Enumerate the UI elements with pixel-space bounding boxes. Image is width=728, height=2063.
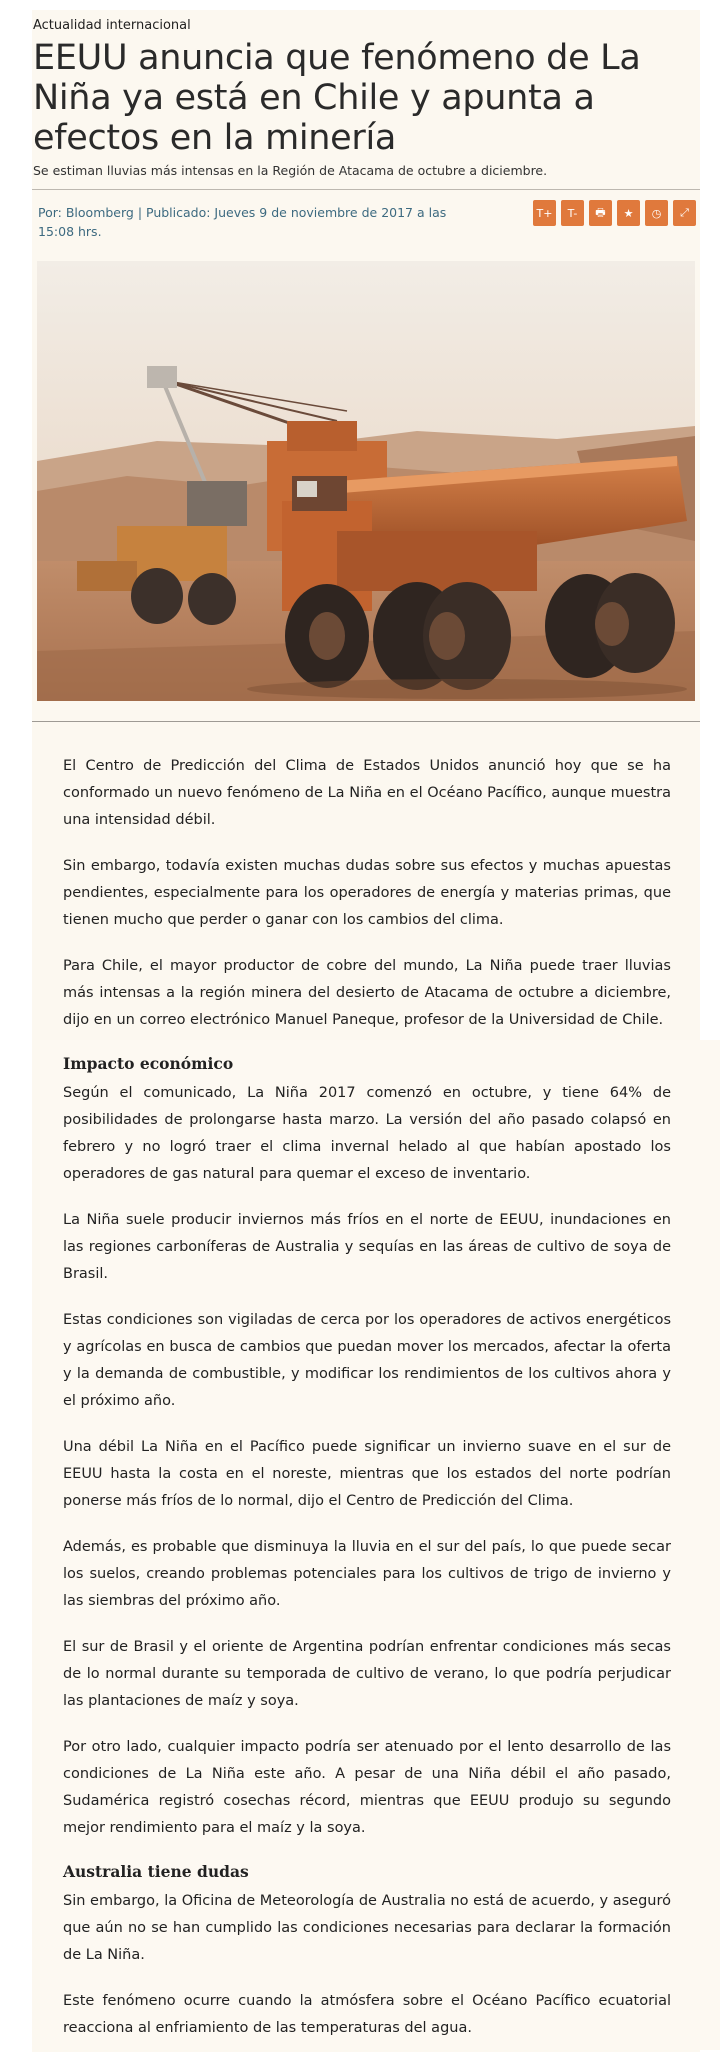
- paragraph: Para Chile, el mayor productor de cobre del mundo, La Niña puede traer lluvias más intensas a la región minera del desierto de Atacama de octubre a diciembre, dijo en un correo electrónico Manuel Paneque, profesor de la Universidad de Chile.: [63, 958, 671, 1028]
- paragraph: Por otro lado, cualquier impacto podría ser atenuado por el lento desarrollo de las condiciones de La Niña este año. A pesar de una Niña débil el año pasado, Sudamérica registró cosechas récord, mientras que EEUU produjo su segundo mejor rendimiento para el maíz y la soya.: [63, 1739, 671, 1836]
- byline: Por: Bloomberg | Publicado: Jueves 9 de noviembre de 2017 a las 15:08 hrs.: [38, 205, 447, 239]
- decrease-text-button[interactable]: T-: [561, 200, 584, 226]
- print-icon[interactable]: 🖶: [589, 200, 612, 226]
- paragraph: Además, es probable que disminuya la lluvia en el sur del país, lo que puede secar los suelos, creando problemas potenciales para los cultivos de trigo de invierno y las siembras del próximo año.: [63, 1539, 671, 1609]
- paragraph: Según el comunicado, La Niña 2017 comenzó en octubre, y tiene 64% de posibilidades de prolongarse hasta marzo. La versión del año pasado colapsó en febrero y no logró traer el clima invernal helado al que habían apostado los operadores de gas natural para quemar el exceso de inventario.: [63, 1085, 671, 1182]
- increase-text-button[interactable]: T+: [533, 200, 556, 226]
- paragraph: El sur de Brasil y el oriente de Argentina podrían enfrentar condiciones más secas de lo normal durante su temporada de cultivo de verano, lo que podría perjudicar las plantaciones de maíz y soya.: [63, 1639, 671, 1709]
- paragraph: Una débil La Niña en el Pacífico puede significar un invierno suave en el sur de EEUU hasta la costa en el noreste, mientras que los estados del norte podrían ponerse más fríos de lo normal, dijo el Centro de Predicción del Clima.: [63, 1439, 671, 1509]
- article-toolbar: [533, 200, 696, 226]
- divider: [32, 189, 700, 190]
- mining-haul-truck-photo: [37, 261, 695, 701]
- fullscreen-icon[interactable]: ⤢: [673, 200, 696, 226]
- clock-icon[interactable]: ◷: [645, 200, 668, 226]
- article-body: [63, 753, 671, 2061]
- section-heading: Australia tiene dudas: [63, 1862, 249, 1881]
- paragraph: Sin embargo, la Oficina de Meteorología de Australia no está de acuerdo, y aseguró que aún no se han cumplido las condiciones necesarias para declarar la formación de La Niña.: [63, 1893, 671, 1963]
- section-heading: Impacto económico: [63, 1054, 234, 1073]
- section-label[interactable]: Actualidad internacional: [33, 18, 191, 33]
- article-photo: [37, 261, 695, 701]
- headline: EEUU anuncia que fenómeno de La Niña ya está en Chile y apunta a efectos en la minería: [33, 38, 641, 158]
- subtitle: Se estiman lluvias más intensas en la Región de Atacama de octubre a diciembre.: [33, 163, 548, 178]
- paragraph: La Niña suele producir inviernos más fríos en el norte de EEUU, inundaciones en las regiones carboníferas de Australia y sequías en las áreas de cultivo de soya de Brasil.: [63, 1212, 671, 1282]
- favorite-star-icon[interactable]: ★: [617, 200, 640, 226]
- paragraph: Este fenómeno ocurre cuando la atmósfera sobre el Océano Pacífico ecuatorial reacciona al enfriamiento de las temperaturas del agua.: [63, 1993, 671, 2036]
- paragraph: Sin embargo, todavía existen muchas dudas sobre sus efectos y muchas apuestas pendientes, especialmente para los operadores de energía y materias primas, que tienen mucho que perder o ganar con los cambios del clima.: [63, 858, 671, 928]
- paragraph: Estas condiciones son vigiladas de cerca por los operadores de activos energéticos y agrícolas en busca de cambios que puedan mover los mercados, afectar la oferta y la demanda de combustible, y modificar los rendimientos de los cultivos ahora y el próximo año.: [63, 1312, 671, 1409]
- paragraph: El Centro de Predicción del Clima de Estados Unidos anunció hoy que se ha conformado un nuevo fenómeno de La Niña en el Océano Pacífico, aunque muestra una intensidad débil.: [63, 758, 671, 828]
